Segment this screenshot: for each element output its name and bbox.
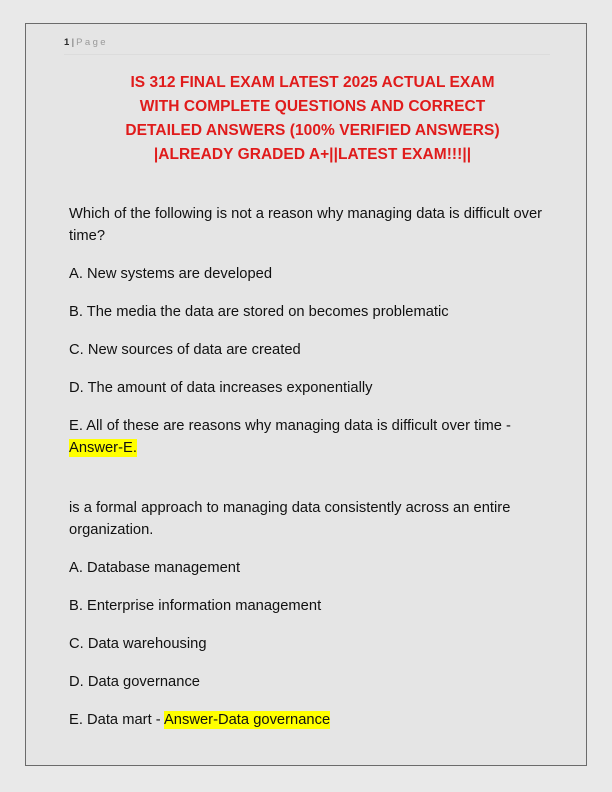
title-line-3: DETAILED ANSWERS (100% VERIFIED ANSWERS) <box>125 122 500 139</box>
question-1-stem: Which of the following is not a reason why managing data is difficult over time? <box>69 206 543 244</box>
question-2-option-b: B. Enterprise information management <box>69 598 322 614</box>
page-running-header <box>26 24 586 49</box>
question-2-option-a: A. Database management <box>69 560 241 576</box>
question-2-option-e-text: E. Data mart - <box>69 712 164 728</box>
document-page <box>25 23 587 766</box>
header-divider <box>64 54 550 55</box>
title-line-1: IS 312 FINAL EXAM LATEST 2025 ACTUAL EXAM <box>130 74 495 91</box>
question-2-stem: is a formal approach to managing data consistently across an entire organization. <box>69 500 511 538</box>
question-1-option-c: C. New sources of data are created <box>69 342 301 358</box>
question-2-option-d: D. Data governance <box>69 674 200 690</box>
question-1-option-a: A. New systems are developed <box>69 266 273 282</box>
question-2-option-c: C. Data warehousing <box>69 636 207 652</box>
question-1-option-b: B. The media the data are stored on becomes problematic <box>69 304 449 320</box>
spacer-between-questions <box>69 459 564 497</box>
question-1-option-e-text: E. All of these are reasons why managing data is difficult over time - <box>69 418 511 434</box>
page-number: 1 <box>64 37 70 48</box>
question-block-1 <box>69 203 564 459</box>
question-block-2 <box>69 497 564 731</box>
page-header-separator: | <box>71 37 75 48</box>
question-1-option-d: D. The amount of data increases exponentially <box>69 380 373 396</box>
question-1-answer-highlight: Answer-E. <box>69 440 137 456</box>
title-line-2: WITH COMPLETE QUESTIONS AND CORRECT <box>139 98 486 115</box>
document-title <box>69 71 564 167</box>
page-header-word: Page <box>76 37 108 48</box>
page-number-header <box>64 37 546 49</box>
spacer-after-title <box>69 167 564 203</box>
question-1-option-e <box>69 415 564 459</box>
document-body <box>26 71 586 731</box>
title-line-4: |ALREADY GRADED A+||LATEST EXAM!!!|| <box>153 146 472 163</box>
question-2-answer-highlight: Answer-Data governance <box>163 712 331 728</box>
question-2-option-e <box>69 709 564 731</box>
